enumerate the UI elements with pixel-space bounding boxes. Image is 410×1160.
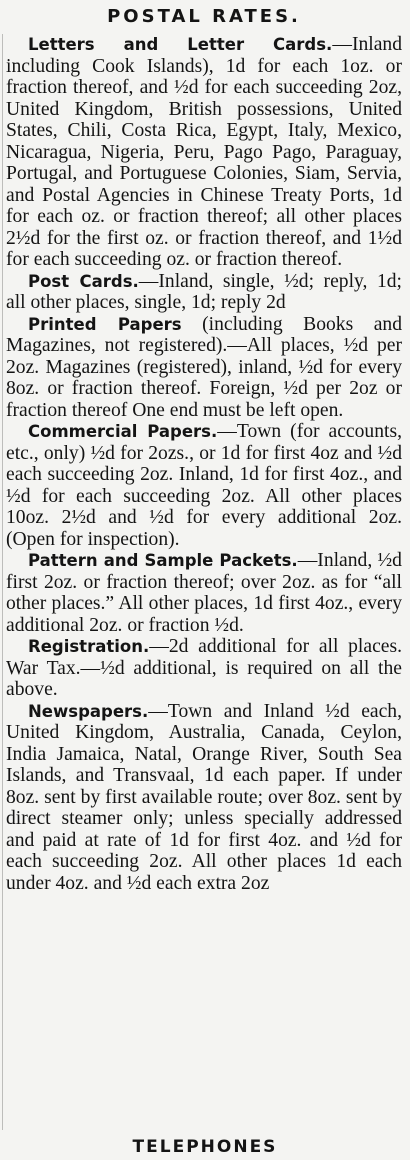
column-rule [2,34,3,1130]
section-commercial-papers [6,421,402,550]
section-lead: Printed Papers [28,314,182,334]
section-pattern-sample [6,550,402,636]
section-text: —Town (for accounts, etc., only) ½d for 2ozs., or 1d for first 4oz and ½d each succeeding 2oz. Inland, 1d for first 4oz., and ½d for each succeeding 2oz. All other places 10oz. 2½d and ½d for every additional 2oz. (Open for inspection). [6,421,402,550]
section-text: —2d additional for all places. War Tax.—½d additional, is required on all the above. [6,636,402,700]
section-text: —Inland, single, ½d; reply, 1d; all other places, single, 1d; reply 2d [6,270,402,313]
next-heading: TELEPHONES [132,1137,278,1157]
section-newspapers [6,701,402,895]
section-text: —Town and Inland ½d each, United Kingdom, Australia, Canada, Ceylon, India Jamaica, Natal, Orange River, South Sea Islands, and Transvaal, 1d each paper. If under 8oz. sent by first available route; over 8oz. sent by direct steamer only; unless specially addressed and paid at rate of 1d for first 4oz. and ½d for each succeeding 2oz. All other places 1d each under 4oz. and ½d each extra 2oz [6,700,402,894]
section-lead: Newspapers. [28,701,149,721]
section-registration [6,636,402,701]
section-text: —Inland, ½d first 2oz. or fraction thereof; over 2oz. as for “all other places.” All other places, 1d first 4oz., every additional 2oz. or fraction ½d. [6,550,402,636]
section-lead: Pattern and Sample Packets. [28,551,298,570]
section-letters [6,34,402,271]
section-lead: Letters and Letter Cards. [28,35,333,54]
section-text: —Inland including Cook Islands), 1d for each 1oz. or fraction thereof, and ½d for each succeeding 2oz, United Kingdom, British possessions, United States, Chili, Costa Rica, Egypt, Italy, Mexico, Nicaragua, Nigeria, Peru, Pago Pago, Paraguay, Portugal, and Portuguese Colonies, Siam, Servia, and Postal Agencies in Chinese Treaty Ports, 1d for each oz. or fraction thereof; all other places 2½d for the first oz. or fraction thereof, and 1½d for each succeeding oz. or fraction thereof. [6,34,402,270]
section-text: (including Books and Magazines, not registered).—All places, ½d per 2oz. Magazines (registered), inland, ½d for every 8oz. or fraction thereof. Foreign, ½d per 2oz or fraction thereof One end must be left open. [6,313,402,421]
postal-rates-column [6,4,402,894]
section-printed-papers [6,314,402,422]
section-lead: Post Cards. [28,271,139,291]
page-title: POSTAL RATES. [107,6,301,27]
section-lead: Registration. [28,637,150,656]
section-lead: Commercial Papers. [28,422,218,441]
section-post-cards [6,271,402,314]
